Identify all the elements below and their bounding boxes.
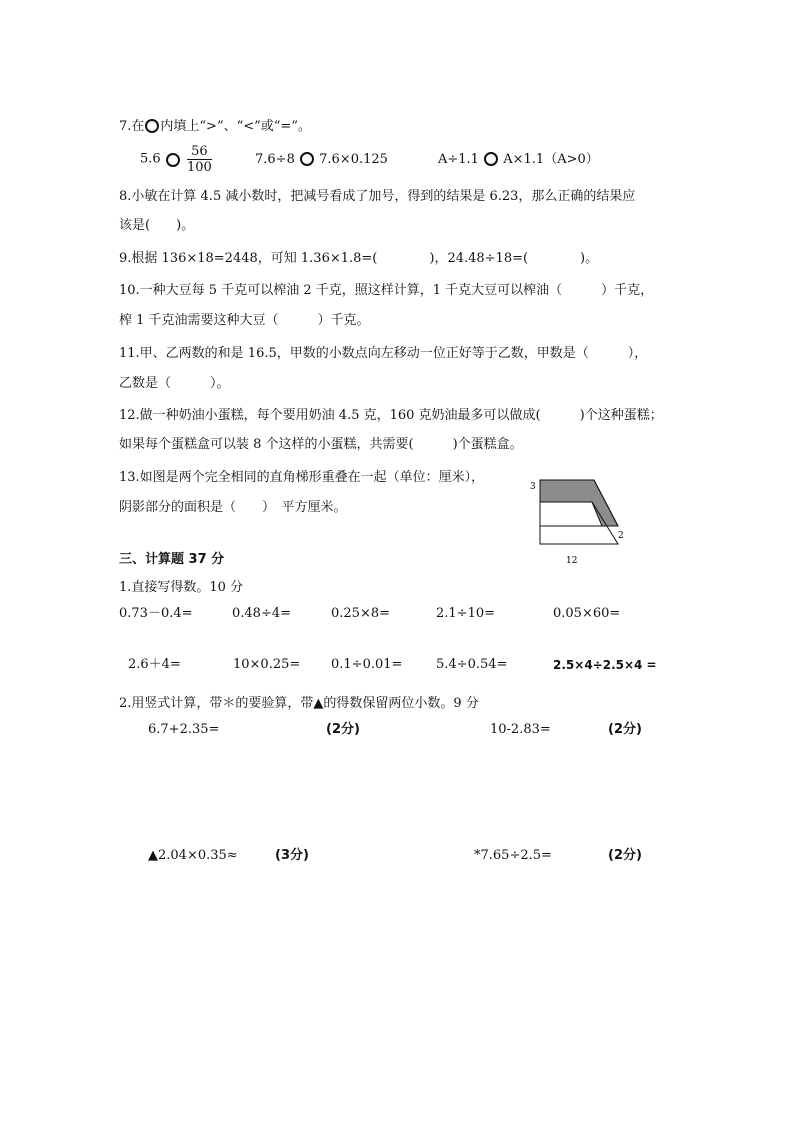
q13-line1: 13.如图是两个完全相同的直角梯形重叠在一起（单位：厘米）， (119, 470, 485, 485)
label-3: 3 (530, 482, 536, 492)
q11-line2: 乙数是（ ）。 (119, 376, 230, 391)
answer-circle-2[interactable] (300, 152, 314, 166)
q9-line1: 9.根据 136×18=2448，可知 1.36×1.8=( )，24.48÷18=( )。 (119, 251, 599, 266)
section3-sub1: 1.直接写得数。10 分 (119, 580, 244, 595)
calc-row2-item5: 2.5×4÷2.5×4 = (553, 658, 657, 672)
calc-row1-item2: 0.48÷4= (232, 606, 292, 621)
vertical-calc-2: 10-2.83= (490, 722, 551, 737)
q12-line1: 12.做一种奶油小蛋糕，每个要用奶油 4.5 克，160 克奶油最多可以做成( )个这种蛋糕； (119, 408, 663, 423)
label-12: 12 (566, 556, 578, 566)
q13-line2: 阴影部分的面积是（ ） 平方厘米。 (119, 500, 347, 515)
section3-heading: 三、计算题 37 分 (119, 552, 225, 567)
vertical-calc-4: *7.65÷2.5= (474, 848, 552, 863)
q10-line2: 榨 1 千克油需要这种大豆（ ）千克。 (119, 313, 370, 328)
calc-row1-item4: 2.1÷10= (436, 606, 496, 621)
q7-item3-right: A×1.1（A>0） (503, 152, 599, 167)
fraction-denominator: 100 (186, 160, 212, 175)
label-2: 2 (618, 531, 624, 541)
calc-row1-item1: 0.73－0.4= (119, 606, 193, 621)
vertical-calc-1: 6.7+2.35= (148, 722, 220, 737)
q7-prompt-post: 内填上“>”、“<”或“=”。 (160, 119, 311, 134)
q10-line1: 10.一种大豆每 5 千克可以榨油 2 千克，照这样计算，1 千克大豆可以榨油（ ）千克， (119, 283, 654, 298)
trapezoid-figure (528, 474, 638, 570)
q11-line1: 11.甲、乙两数的和是 16.5，甲数的小数点向左移动一位正好等于乙数，甲数是（ ）， (119, 346, 648, 361)
vertical-calc-3: ▲2.04×0.35≈ (148, 848, 238, 863)
vertical-calc-4-points: (2分) (608, 848, 642, 863)
q8-line1: 8.小敏在计算 4.5 减小数时，把减号看成了加号，得到的结果是 6.23，那么正确的结果应 (119, 189, 636, 204)
fraction-numerator: 56 (187, 144, 212, 160)
answer-circle-3[interactable] (484, 152, 498, 166)
calc-row2-item2: 10×0.25= (233, 657, 301, 672)
q7-prompt (119, 118, 311, 136)
calc-row1-item5: 0.05×60= (553, 606, 621, 621)
q12-line2: 如果每个蛋糕盒可以装 8 个这样的小蛋糕，共需要( )个蛋糕盒。 (119, 437, 523, 452)
q7-prompt-pre: 7.在 (119, 119, 145, 134)
calc-row2-item3: 0.1÷0.01= (331, 657, 403, 672)
q7-item2-right: 7.6×0.125 (319, 152, 388, 167)
calc-row1-item3: 0.25×8= (331, 606, 391, 621)
vertical-calc-1-points: (2分) (326, 722, 360, 737)
q8-line2: 该是( )。 (119, 218, 195, 233)
fraction (187, 144, 212, 175)
vertical-calc-2-points: (2分) (608, 722, 642, 737)
q7-item3-left: A÷1.1 (438, 152, 479, 167)
circle-icon (145, 119, 159, 133)
calc-row2-item1: 2.6＋4= (128, 657, 181, 672)
answer-circle-1[interactable] (166, 153, 180, 167)
q7-item1 (140, 144, 214, 175)
vertical-calc-3-points: (3分) (275, 848, 309, 863)
q7-item3 (438, 151, 599, 169)
section3-sub2: 2.用竖式计算，带＊的要验算，带▲的得数保留两位小数。9 分 (119, 696, 479, 711)
q7-item2-left: 7.6÷8 (255, 152, 295, 167)
calc-row2-item4: 5.4÷0.54= (436, 657, 508, 672)
q7-item1-left: 5.6 (140, 151, 161, 167)
q7-item2 (255, 151, 388, 169)
